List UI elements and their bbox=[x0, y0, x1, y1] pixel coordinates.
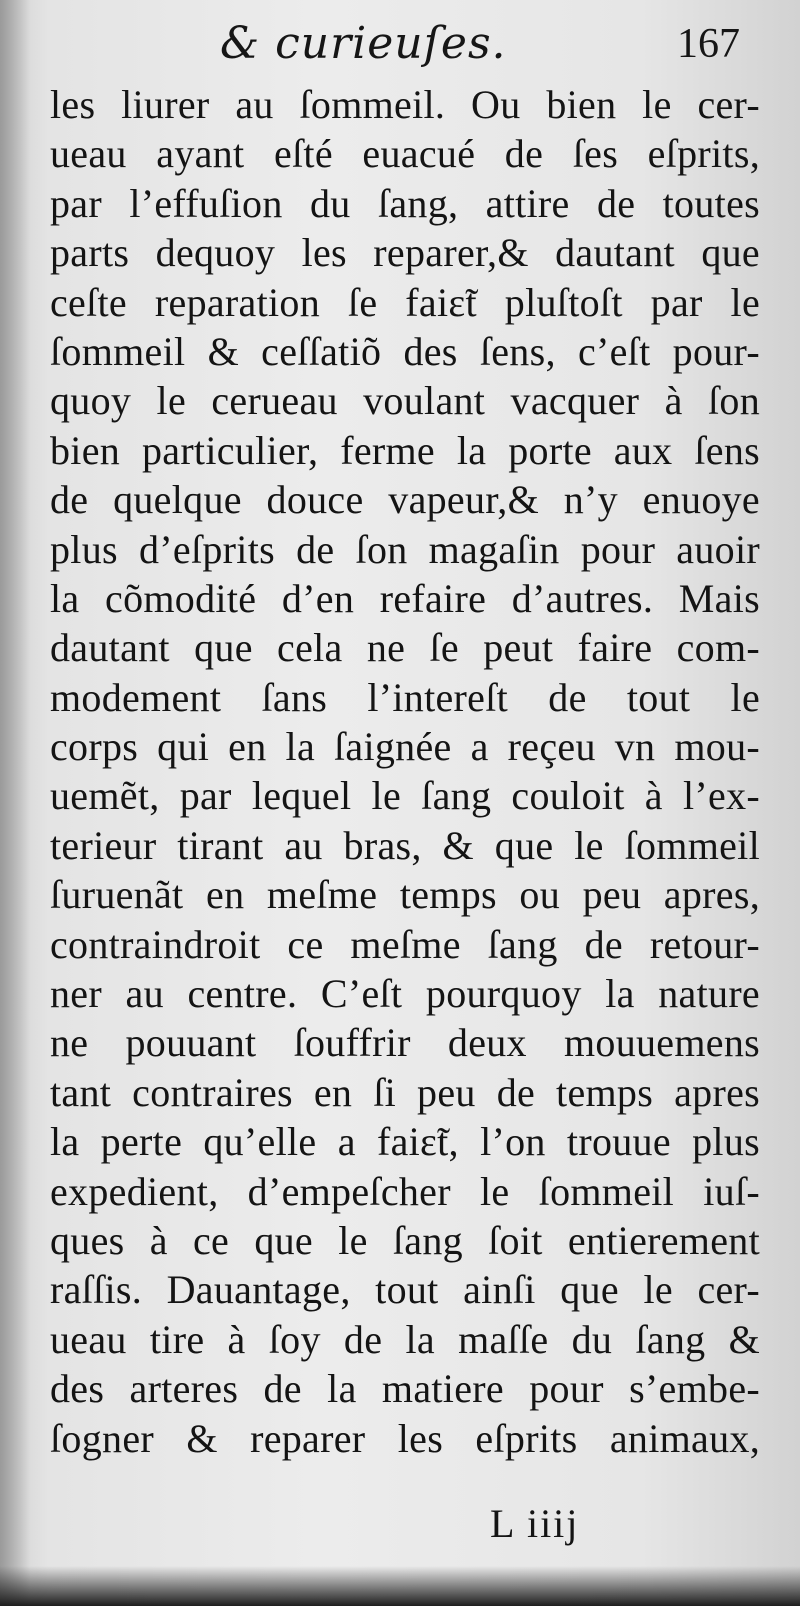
text-line-12: dautant que cela ne ſe peut faire com- bbox=[50, 625, 760, 671]
signature-mark: L iiij bbox=[490, 1501, 580, 1546]
page-number: 167 bbox=[677, 21, 740, 67]
running-head bbox=[50, 18, 740, 78]
bottom-edge-shadow bbox=[0, 1566, 800, 1606]
text-line-17: ſuruenãt en meſme temps ou peu apres, bbox=[50, 872, 760, 918]
text-line-8: bien particulier, ferme la porte aux ſens bbox=[50, 427, 760, 473]
text-line-11: la cõmodité d’en refaire d’autres. Mais bbox=[50, 575, 760, 621]
text-line-15: uemẽt, par lequel le ſang couloit à l’ex- bbox=[50, 773, 760, 819]
text-line-23: expedient, d’empeſcher le ſommeil iuſ- bbox=[50, 1168, 760, 1214]
text-line-5: ceſte reparation ſe faiɛ̃t pluſtoſt par le bbox=[50, 279, 760, 325]
text-line-14: corps qui en la ſaignée a reçeu vn mou- bbox=[50, 724, 760, 770]
text-line-24: ques à ce que le ſang ſoit entierement bbox=[50, 1217, 760, 1263]
text-line-27: des arteres de la matiere pour s’embe- bbox=[50, 1366, 760, 1412]
text-line-18: contraindroit ce meſme ſang de retour- bbox=[50, 921, 760, 967]
text-line-16: terieur tirant au bras, & que le ſommeil bbox=[50, 822, 760, 868]
text-line-21: tant contraires en ſi peu de temps apres bbox=[50, 1069, 760, 1115]
text-line-1: les liurer au ſommeil. Ou bien le cer- bbox=[50, 82, 760, 127]
text-line-25: raſſis. Dauantage, tout ainſi que le cer- bbox=[50, 1267, 760, 1313]
text-line-2: ueau ayant eſté euacué de ſes eſprits, bbox=[50, 131, 760, 177]
text-line-9: de quelque douce vapeur,& n’y enuoye bbox=[50, 477, 760, 523]
text-line-28: ſogner & reparer les eſprits animaux, bbox=[50, 1415, 760, 1461]
text-line-3: par l’effuſion du ſang, attire de toutes bbox=[50, 180, 760, 226]
text-line-13: modement ſans l’intereſt de tout le bbox=[50, 674, 760, 720]
text-line-7: quoy le cerueau voulant vacquer à ſon bbox=[50, 378, 760, 424]
spine-shadow bbox=[0, 0, 30, 1606]
text-line-19: ner au centre. C’eſt pourquoy la nature bbox=[50, 971, 760, 1017]
text-line-22: la perte qu’elle a faiɛ̃t, l’on trouue plus bbox=[50, 1119, 760, 1165]
body-text bbox=[50, 80, 760, 1463]
text-line-6: ſommeil & ceſſatiõ des ſens, c’eſt pour- bbox=[50, 328, 760, 374]
text-line-20: ne pouuant ſouffrir deux mouuemens bbox=[50, 1020, 760, 1066]
text-line-10: plus d’eſprits de ſon magaſin pour auoir bbox=[50, 526, 760, 572]
running-title: & curieuſes. bbox=[220, 18, 507, 69]
text-line-26: ueau tire à ſoy de la maſſe du ſang & bbox=[50, 1316, 760, 1362]
text-line-4: parts dequoy les reparer,& dautant que bbox=[50, 230, 760, 276]
